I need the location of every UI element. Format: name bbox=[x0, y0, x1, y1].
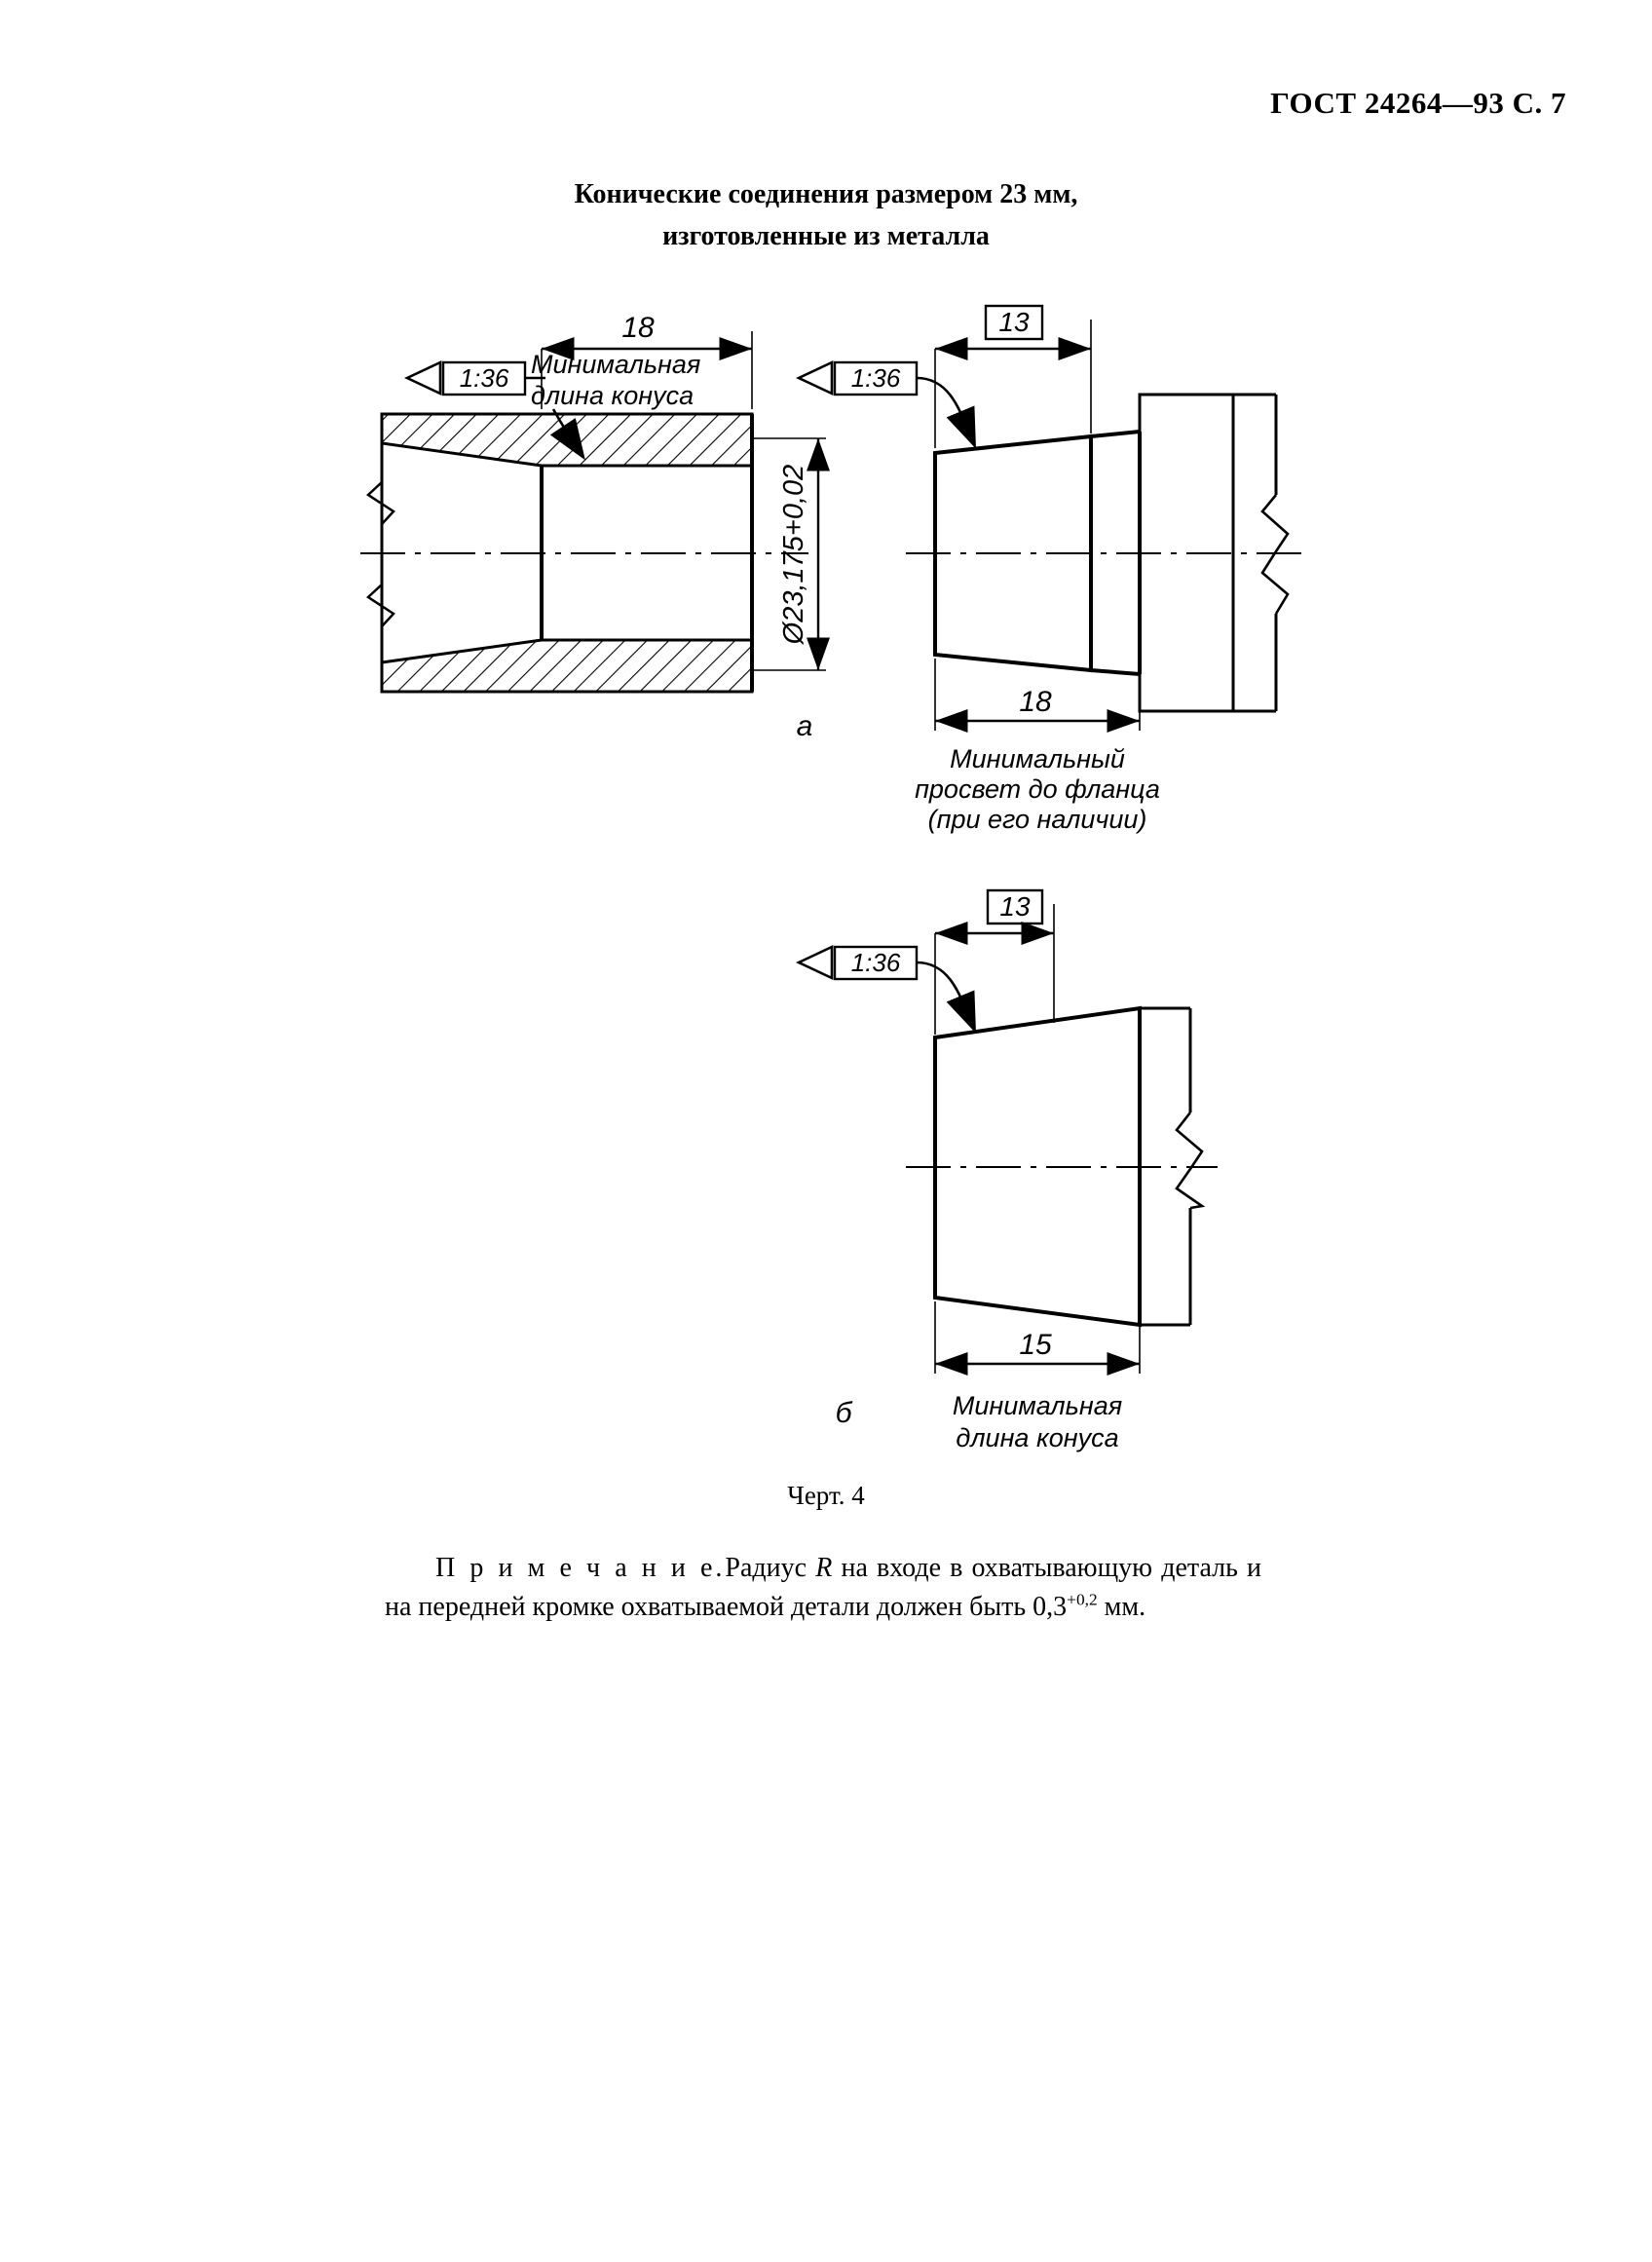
figure-a-male-part bbox=[906, 395, 1305, 711]
dim-13-lower-label: 13 bbox=[999, 891, 1031, 922]
note-flange-line2: просвет до фланца bbox=[915, 774, 1160, 804]
dimension-diameter bbox=[752, 438, 826, 670]
note-min-cone-length-b bbox=[953, 1391, 1122, 1452]
dimension-18-bottom bbox=[935, 659, 1140, 731]
note-radius-symbol: R bbox=[815, 1553, 833, 1583]
dim-13-top-label: 13 bbox=[998, 307, 1030, 337]
figure-label-b: б bbox=[835, 1397, 852, 1429]
taper-symbol-2 bbox=[799, 362, 974, 444]
note-text-3: мм. bbox=[1097, 1591, 1146, 1622]
taper-symbol-3 bbox=[799, 947, 974, 1029]
note-text-2: на входе в охватывающую деталь и на передней кромке охватываемой детали должен быть 0,3 bbox=[385, 1553, 1261, 1622]
figure-label-a: а bbox=[796, 710, 813, 742]
note-flange-line1: Минимальный bbox=[950, 744, 1125, 773]
note-superscript: +0,2 bbox=[1067, 1590, 1098, 1609]
note-flange-clearance bbox=[915, 744, 1160, 834]
figure-b-male-part bbox=[906, 1008, 1229, 1325]
taper-symbol-1 bbox=[407, 362, 545, 395]
note-min-cone-b-line2: длина конуса bbox=[956, 1423, 1119, 1452]
page-header: ГОСТ 24264—93 С. 7 bbox=[1270, 86, 1566, 120]
title-line-1: Конические соединения размером 23 мм, bbox=[574, 179, 1078, 209]
dimension-13-lower bbox=[935, 890, 1054, 1035]
note-block bbox=[385, 1549, 1261, 1627]
page-title bbox=[0, 173, 1652, 258]
note-text-1: Радиус bbox=[725, 1553, 816, 1583]
taper-ratio-3: 1:36 bbox=[850, 948, 901, 977]
note-flange-line3: (при его наличии) bbox=[927, 805, 1147, 834]
title-line-2: изготовленные из металла bbox=[662, 221, 990, 252]
taper-ratio-1: 1:36 bbox=[459, 363, 509, 393]
dim-18-top-label: 18 bbox=[621, 312, 655, 344]
dimension-13-top bbox=[935, 306, 1091, 448]
taper-ratio-2: 1:36 bbox=[850, 363, 901, 393]
note-min-cone-line2: длина конуса bbox=[531, 381, 695, 410]
note-min-cone-b-line1: Минимальная bbox=[952, 1391, 1123, 1420]
figure-caption: Черт. 4 bbox=[787, 1481, 865, 1510]
note-min-cone-line1: Минимальная bbox=[531, 350, 701, 379]
note-label: П р и м е ч а н и е. bbox=[435, 1553, 726, 1583]
dim-18-bottom-label: 18 bbox=[1019, 686, 1052, 718]
figure-a-female-part bbox=[360, 414, 808, 692]
technical-drawing bbox=[0, 273, 1652, 1481]
diameter-label: Ø23,175+0,02 bbox=[778, 464, 809, 645]
dim-15-label: 15 bbox=[1019, 1329, 1052, 1361]
